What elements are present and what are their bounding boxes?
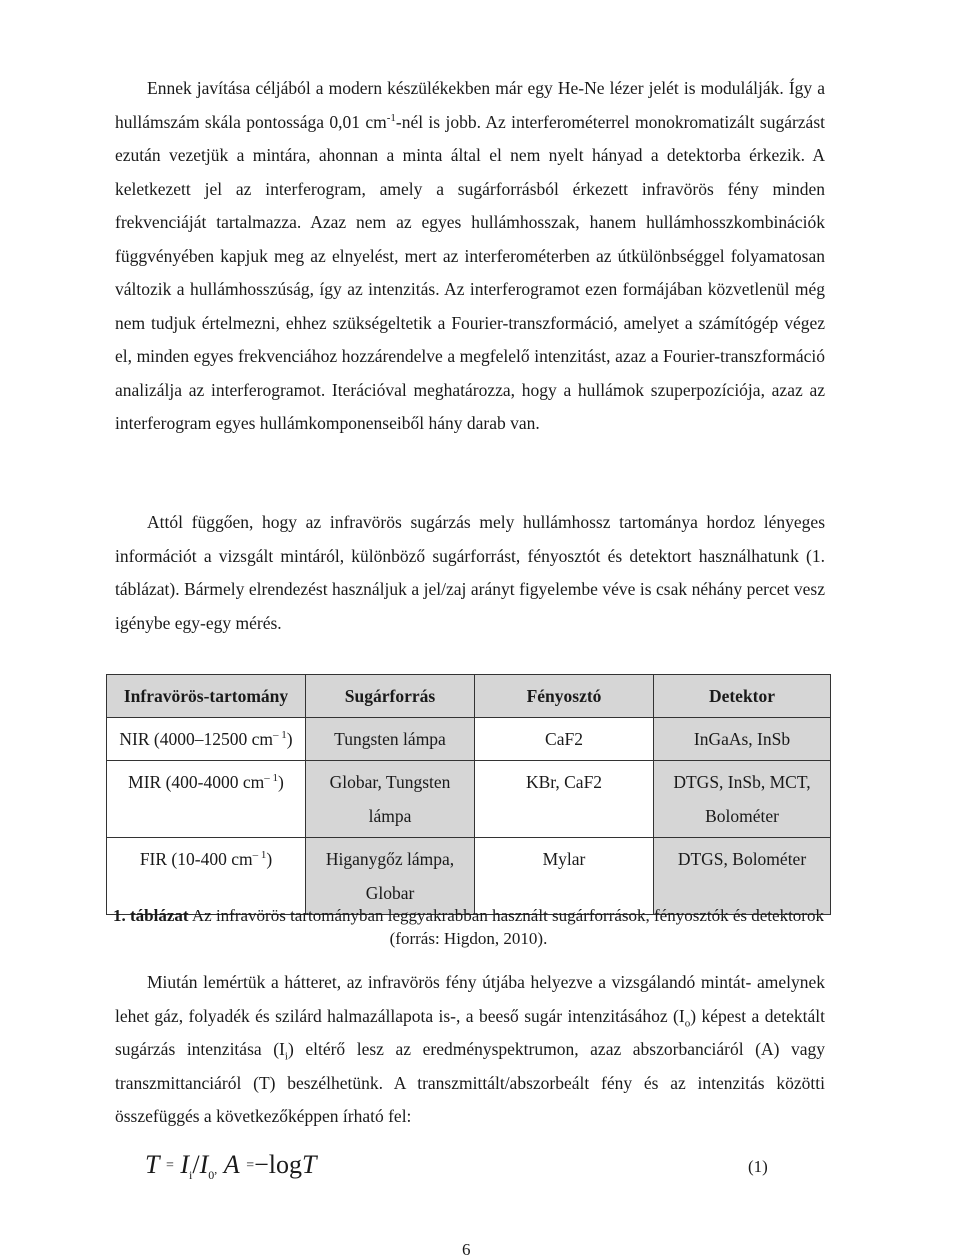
range-text: FIR (10-400 cm — [139, 849, 253, 869]
ir-table — [106, 674, 831, 915]
range-end: ) — [286, 729, 293, 749]
paragraph-3 — [115, 966, 825, 1134]
range-end: ) — [266, 849, 273, 869]
cell-source: Higanygőz lámpa, Globar — [306, 838, 475, 915]
header-detector: Detektor — [654, 675, 831, 718]
eq-A: A — [223, 1150, 240, 1179]
header-source: Sugárforrás — [306, 675, 475, 718]
page-number: 6 — [462, 1240, 471, 1259]
range-sup: – 1 — [264, 772, 279, 785]
cell-splitter: Mylar — [475, 838, 654, 915]
header-splitter: Fényosztó — [475, 675, 654, 718]
cell-detector: InGaAs, InSb — [654, 718, 831, 761]
para3-s2: i — [284, 1050, 288, 1063]
eq-equals: = — [165, 1158, 174, 1173]
equation — [145, 1150, 317, 1183]
para1-sup: -1 — [386, 111, 396, 124]
eq-comma: , — [214, 1162, 218, 1176]
cell-range — [107, 718, 306, 761]
table-caption — [106, 904, 831, 950]
para2-text: Attól függően, hogy az infravörös sugárzás mely hullámhossz tartománya hordoz lényeges információt a vizsgált mintáról, különböző sugárforrást, fényosztót és detektort használhatunk (1. táblázat). Bármely elrendezést használjuk a jel/zaj arányt figyelembe véve is csak néhány percet vesz igénybe egy-egy mérés. — [115, 512, 825, 633]
para3-s1: o — [684, 1017, 691, 1029]
range-text: NIR (4000–12500 cm — [119, 729, 274, 749]
para1-text-a: Ennek javítása céljából a modern készülékekben már egy He-Ne lézer jelét is modulálják. Így a hullámszám skála pontossága 0,01 cm — [115, 78, 825, 132]
eq-equals-2: = — [246, 1158, 255, 1173]
eq-T2: T — [301, 1150, 317, 1179]
cell-detector: DTGS, InSb, MCT, Bolométer — [654, 761, 831, 838]
eq-slash: / — [192, 1150, 200, 1179]
table-row — [107, 761, 831, 838]
para1-text-b: -nél is jobb. Az interferométerrel monokromatizált sugárzást ezután vezetjük a mintára, ahonnan a minta által el nem nyelt hányad a detektorba érkezik. A keletkezett jel az interferogram, amely a sugárforrásból érkezett infravörös fény minden frekvenciáját tartalmazza. Azaz nem az egyes hullámhosszak, hanem hullámhosszkombinációk függvényében kapjuk meg az elnyelést, mert az interferométerben az útkülönbséggel folyamatosan változik a hullámhosszúság, így az intenzitás. Az interferogramot ezen formájában közvetlenül még nem tudjuk értelmezni, ehhez szükségeltetik a Fourier-transzformáció, amelyet a számítógép végez el, minden egyes frekvenciához hozzárendelve a megfelelő intenzitást, azaz a Fourier-transzformáció analizálja az interferogramot. Iterációval meghatározza, hogy a hullámok szuperpozíciója, azaz az interferogram egyes hullámkomponenseiből hány darab van. — [115, 111, 825, 433]
table-row — [107, 838, 831, 915]
paragraph-2 — [115, 506, 825, 640]
cell-source: Tungsten lámpa — [306, 718, 475, 761]
range-end: ) — [278, 772, 284, 792]
range-sup: – 1 — [252, 849, 267, 862]
eq-minus-log: −log — [254, 1150, 302, 1179]
cell-range — [107, 761, 306, 838]
equation-number: (1) — [748, 1157, 768, 1176]
range-text: MIR (400-4000 cm — [128, 772, 265, 792]
cell-range — [107, 838, 306, 915]
range-sup: – 1 — [273, 729, 287, 742]
eq-zero: 0 — [208, 1168, 215, 1183]
para3-t1: Miután lemértük a hátteret, az infravörös fény útjába helyezve a vizsgálandó mintát- amelynek lehet gáz, folyadék és szilárd halmazállapota is-, a beeső sugár intenzitásához (I — [115, 972, 825, 1026]
caption-text: Az infravörös tartományban leggyakrabban használt sugárforrások, fényosztók és detektorok (forrás: Higdon, 2010). — [191, 906, 824, 948]
cell-detector: DTGS, Bolométer — [654, 838, 831, 915]
header-range: Infravörös-tartomány — [107, 675, 306, 718]
caption-label: 1. táblázat — [113, 906, 189, 925]
para3-t2: ) képest a detektált sugárzás intenzitása (I — [115, 1005, 825, 1059]
table-header-row — [107, 675, 831, 718]
cell-splitter: CaF2 — [475, 718, 654, 761]
eq-T: T — [145, 1150, 160, 1179]
eq-I0: I — [199, 1150, 209, 1179]
table-row — [107, 718, 831, 761]
cell-source: Globar, Tungsten lámpa — [306, 761, 475, 838]
eq-i: i — [189, 1168, 193, 1183]
para3-t3: ) eltérő lesz az eredményspektrumon, azaz abszorbanciáról (A) vagy transzmittanciáról (T) beszélhetünk. A transzmittált/abszorbeált fény és az intenzitás közötti összefüggés a következőképpen írható fel: — [115, 1039, 826, 1126]
paragraph-1 — [115, 72, 825, 441]
eq-I: I — [180, 1150, 190, 1179]
cell-splitter: KBr, CaF2 — [475, 761, 654, 838]
